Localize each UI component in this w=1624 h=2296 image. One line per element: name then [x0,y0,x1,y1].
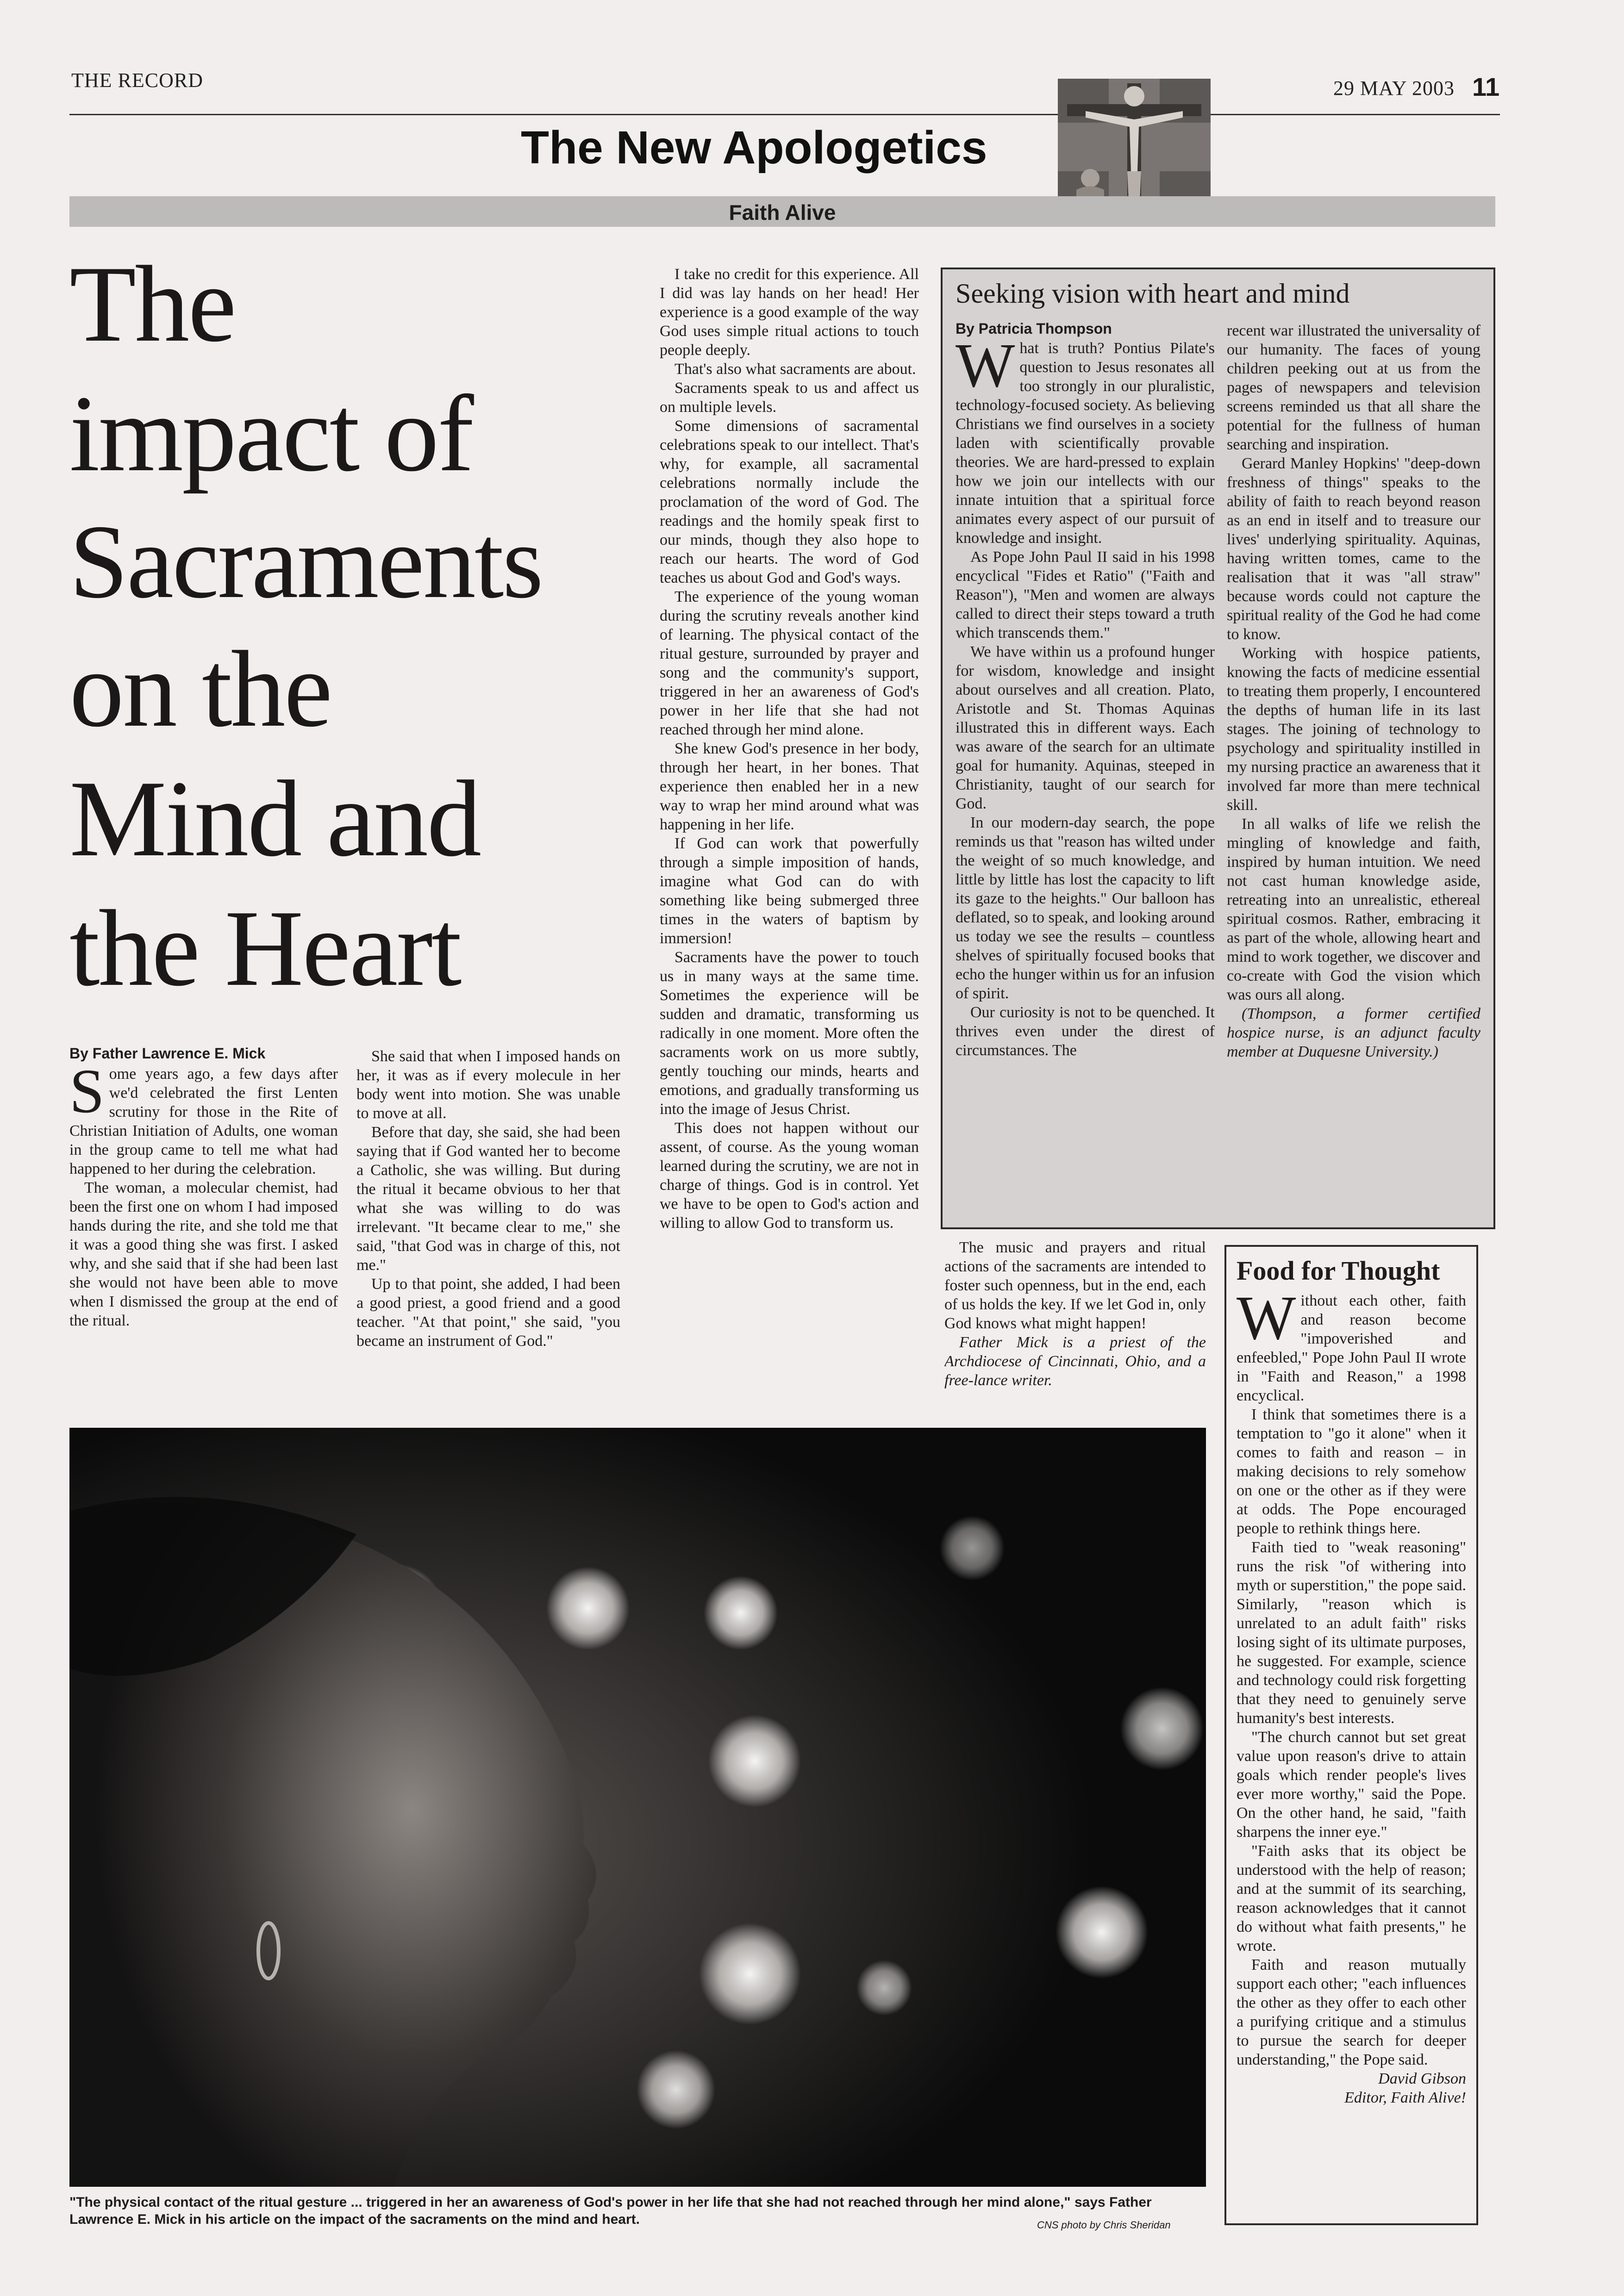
paragraph: She said that when I imposed hands on her, it was as if every molecule in her body went into motion. She was unable to move at all. [356,1048,620,1122]
signature-name: David Gibson [1378,2070,1466,2087]
paragraph: As Pope John Paul II said in his 1998 encyclical "Fides et Ratio" ("Faith and Reason"), "Men and women are always called to direct their steps toward a truth which transcends them." [956,548,1215,641]
dropcap: S [69,1064,105,1126]
dropcap: W [956,339,1015,400]
paragraph: I take no credit for this experience. All I did was lay hands on her head! Her experience is a good example of the way God uses simple ritual actions to touch people deeply. [660,266,919,359]
publication-name: THE RECORD [71,69,203,92]
paragraph: Our curiosity is not to be quenched. It thrives even under the direst of circumstances. The [956,1004,1215,1059]
paragraph: hat is truth? Pontius Pilate's question to Jesus resonates all too strongly in our pluralistic, technology-focused society. As believing Christians we find ourselves in a society laden with scientifically provable theories. We are hard-pressed to explain how we join our intellects with our innate intuition that a spiritual force animates every aspect of our pursuit of knowledge and insight. [956,340,1215,547]
paragraph: We have within us a profound hunger for wisdom, knowledge and insight about ourselves and all creation. Plato, Aristotle and St. Thomas Aquinas illustrated this in different ways. Each was aware of the search for an ultimate goal for humanity. Aquinas, steeped in Christianity, taught of our search for God. [956,643,1215,812]
paragraph: The music and prayers and ritual actions of the sacraments are intended to foster such openness, but in the end, each of us holds the key. If we let God in, only God knows what might happen! [944,1239,1206,1332]
photo-caption: "The physical contact of the ritual gesture ... triggered in her an awareness of God's power in her life that she had not reached through her mind alone," says Father Lawrence E. Mick in his article on the impact of the sacraments on the mind and heart. [69,2195,1152,2227]
author-note: Father Mick is a priest of the Archdiocese of Cincinnati, Ohio, and a free-lance writer. [944,1334,1206,1389]
faith-alive-band [69,196,1495,227]
headline-line: on the [69,629,331,750]
main-headline [69,244,662,1009]
paragraph: Sacraments speak to us and affect us on multiple levels. [660,380,919,416]
page-number: 11 [1472,72,1500,101]
paragraph: Up to that point, she added, I had been a good priest, a good friend and a good teacher. "At that point," she said, "you became an instrument of God." [356,1276,620,1350]
paragraph: In all walks of life we relish the mingling of knowledge and faith, inspired by human intuition. We need not cast human knowledge aside, retreating into an unrealistic, ethereal spiritual cosmos. Rather, embracing it as part of the whole, allowing heart and mind to work together, we discover and co-create with God the vision which was ours all along. [1227,815,1480,1003]
author-note: (Thompson, a former certified hospice nurse, is an adjunct faculty member at Duquesne University.) [1227,1005,1480,1060]
signature-title: Editor, Faith Alive! [1344,2089,1466,2106]
paragraph: That's also what sacraments are about. [675,361,916,378]
paragraph: Faith tied to "weak reasoning" runs the risk "of withering into myth or superstition," the pope said. Similarly, "reason which is unrelated to an adult faith" risks losing sight of its ultimate purposes, he suggested. For example, science and technology could risk forgetting that they need to genuinely serve humanity's best interests. [1237,1539,1466,1727]
article-column-2 [356,1047,620,1417]
issue-date: 29 MAY 2003 [1333,77,1455,100]
article-column-1 [69,1064,338,1416]
food-title: Food for Thought [1237,1256,1440,1286]
paragraph: "Faith asks that its object be understood with the help of reason; and at the summit of its searching, reason acknowledges that it cannot do without what faith presents," he wrote. [1237,1842,1466,1954]
sidebar-box [941,268,1495,1229]
paragraph: I think that sometimes there is a temptation to "go it alone" when it comes to faith and reason – in making decisions to rely somehow on one or the other as if they were at odds. The Pope encouraged people to rethink things here. [1237,1406,1466,1537]
dropcap: W [1237,1291,1296,1353]
food-for-thought-box [1224,1245,1478,2225]
praying-woman-photo [69,1428,1206,2187]
sidebar-byline: By Patricia Thompson [956,320,1112,337]
sidebar-column-a [956,339,1215,1218]
main-byline: By Father Lawrence E. Mick [69,1045,266,1062]
band-label: Faith Alive [729,200,836,224]
paragraph: ome years ago, a few days after we'd celebrated the first Lenten scrutiny for those in the Rite of Christian Initiation of Adults, one woman in the group came to tell me what had happened to her during the celebration. [69,1065,338,1177]
paragraph: Faith and reason mutually support each other; "each influences the other as they offer to each other a purifying critique and a stimulus to pursue the search for deeper understanding," the Pope said. [1237,1956,1466,2068]
headline-line: impact of [69,373,473,494]
paragraph: Gerard Manley Hopkins' "deep-down freshness of things" speaks to the ability of faith to reach beyond reason as an end in itself and to treasure our lives' underlying spirituality. Aquinas, having written tomes, came to the realisation that it was "all straw" because words could not capture the spiritual reality of the God he had come to know. [1227,455,1480,643]
paragraph: ithout each other, faith and reason become "impoverished and enfeebled," Pope John Paul II wrote in "Faith and Reason," a 1998 encyclical. [1237,1292,1466,1404]
paragraph: This does not happen without our assent, of course. As the young woman learned during the scrutiny, we are not in charge of things. God is in control. Yet we have to be open to God's action and willing to allow God to transform us. [660,1120,919,1232]
headline-line: Sacraments [69,504,542,620]
article-column-3 [660,265,919,1417]
paragraph: Before that day, she said, she had been saying that if God wanted her to become a Catholic, she was willing. But during the ritual it became obvious to her that what she was willing to do was irrelevant. "It became clear to me," she said, "that God was in charge of this, not me." [356,1124,620,1274]
article-column-4 [944,1238,1206,1423]
headline-line: Mind and [69,759,481,879]
paragraph: Some dimensions of sacramental celebrations speak to our intellect. That's why, for example, all sacramental celebrations normally include the proclamation of the word of God. The readings and the homily speak first to our minds, though they also hope to reach our hearts. The word of God teaches us about God and God's ways. [660,417,919,586]
photo-credit: CNS photo by Chris Sheridan [1037,2219,1171,2231]
paragraph: She knew God's presence in her body, through her heart, in her bones. That experience then enabled her in a new way to wrap her mind around what was happening in her life. [660,740,919,833]
paragraph: "The church cannot but set great value upon reason's drive to attain goals which render people's lives ever more worthy," said the Pope. On the other hand, he said, "faith sharpens the inner eye." [1237,1729,1466,1841]
headline-line: The [69,244,235,365]
sidebar-column-b [1227,321,1480,1219]
headline-line: the Heart [69,888,461,1009]
paragraph: The woman, a molecular chemist, had been the first one on whom I had imposed hands during the rite, and she told me that it was a good thing she was first. I asked why, and she said that if she had been last she would not have been able to move when I dismissed the group at the end of the ritual. [69,1179,338,1329]
sidebar-title: Seeking vision with heart and mind [956,278,1350,309]
paragraph: Working with hospice patients, knowing the facts of medicine essential to treating them properly, I encountered the depths of human life in its last stages. The joining of technology to psychology and spirituality instilled in my nursing practice an awareness that it involved far more than mere technical skill. [1227,645,1480,814]
food-body [1237,1291,1466,2212]
paragraph: recent war illustrated the universality of our humanity. The faces of young children peeking out at us from the pages of newspapers and television screens reminded us that all share the potential for the fullness of human searching and inspiration. [1227,322,1480,453]
section-title: The New Apologetics [521,122,987,174]
masthead-rule [69,114,1500,115]
paragraph: If God can work that powerfully through a simple imposition of hands, imagine what God can do with something like being submerged three times in the waters of baptism by immersion! [660,835,919,947]
paragraph: The experience of the young woman during the scrutiny reveals another kind of learning. The physical contact of the ritual gesture, surrounded by prayer and song and the community's support, triggered in her an awareness of God's power in her life that she had not reached through her mind alone. [660,588,919,738]
article-photo [69,1428,1206,2187]
paragraph: In our modern-day search, the pope reminds us that "reason has wilted under the weight of so much knowledge, and little by little has lost the capacity to lift its gaze to the heights." Our balloon has deflated, so to speak, and looking around us today we see the results – countless shelves of spiritually focused books that echo the hunger within us for an infusion of spirit. [956,814,1215,1002]
paragraph: Sacraments have the power to touch us in many ways at the same time. Sometimes the experience will be sudden and dramatic, transforming us radically in one moment. More often the sacraments work on us more subtly, gently touching our minds, hearts and emotions, and gradually transforming us into the image of Jesus Christ. [660,949,919,1118]
